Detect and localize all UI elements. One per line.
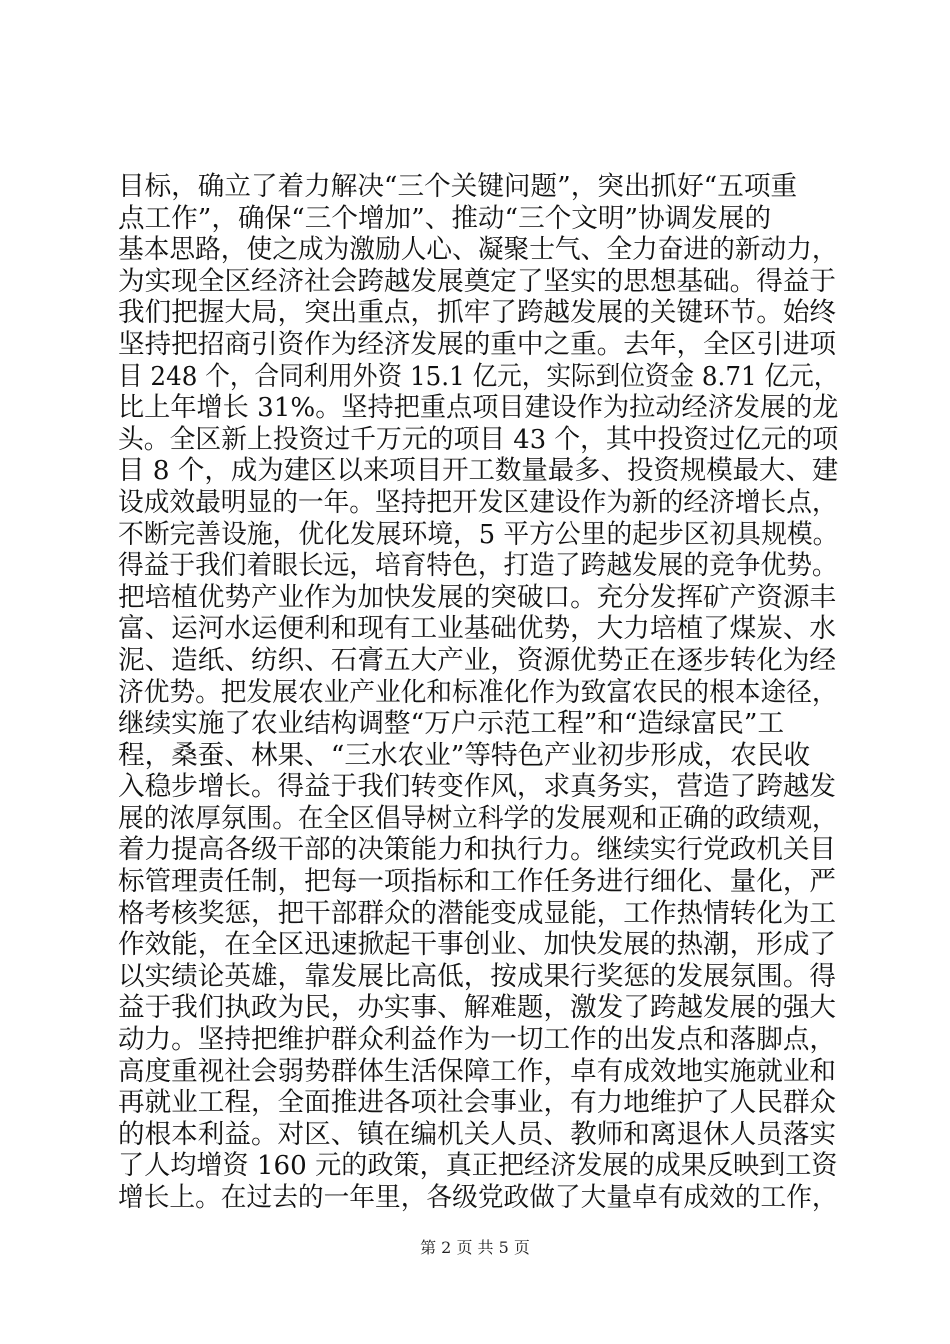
text-line: 富、运河水运便利和现有工业基础优势，大力培植了煤炭、水 <box>118 613 837 645</box>
text-line: 头。全区新上投资过千万元的项目 43 个，其中投资过亿元的项 <box>118 423 839 455</box>
text-line: 的根本利益。对区、镇在编机关人员、教师和离退休人员落实 <box>118 1118 837 1150</box>
text-line: 比上年增长 31%。坚持把重点项目建设作为拉动经济发展的龙 <box>118 392 839 424</box>
text-line: 泥、造纸、纺织、石膏五大产业，资源优势正在逐步转化为经 <box>118 644 837 676</box>
page-footer: 第 2 页 共 5 页 <box>420 1238 530 1257</box>
text-line: 我们把握大局，突出重点，抓牢了跨越发展的关键环节。始终 <box>118 297 837 329</box>
text-line: 点工作”，确保“三个增加”、推动“三个文明”协调发展的 <box>118 202 772 234</box>
text-line: 继续实施了农业结构调整“万户示范工程”和“造绿富民”工 <box>118 708 785 740</box>
text-line: 坚持把招商引资作为经济发展的重中之重。去年，全区引进项 <box>118 328 837 360</box>
text-line: 目 8 个，成为建区以来项目开工数量最多、投资规模最大、建 <box>118 455 839 487</box>
text-line: 标管理责任制，把每一项指标和工作任务进行细化、量化，严 <box>118 866 837 898</box>
text-line: 不断完善设施，优化发展环境，5 平方公里的起步区初具规模。 <box>118 518 839 550</box>
text-line: 动力。坚持把维护群众利益作为一切工作的出发点和落脚点， <box>118 1024 837 1056</box>
text-line: 了人均增资 160 元的政策，真正把经济发展的成果反映到工资 <box>118 1150 838 1182</box>
text-line: 程，桑蚕、林果、“三水农业”等特色产业初步形成，农民收 <box>118 739 811 771</box>
text-line: 把培植优势产业作为加快发展的突破口。充分发挥矿产资源丰 <box>118 581 837 613</box>
text-line: 设成效最明显的一年。坚持把开发区建设作为新的经济增长点， <box>118 486 838 518</box>
text-line: 展的浓厚氛围。在全区倡导树立科学的发展观和正确的政绩观， <box>118 802 838 834</box>
text-line: 为实现全区经济社会跨越发展奠定了坚实的思想基础。得益于 <box>118 265 837 297</box>
text-line: 高度重视社会弱势群体生活保障工作，卓有成效地实施就业和 <box>118 1055 837 1087</box>
text-line: 基本思路，使之成为激励人心、凝聚士气、全力奋进的新动力， <box>118 234 838 266</box>
text-line: 益于我们执政为民，办实事、解难题，激发了跨越发展的强大 <box>118 992 837 1024</box>
text-line: 着力提高各级干部的决策能力和执行力。继续实行党政机关目 <box>118 834 837 866</box>
text-line: 再就业工程，全面推进各项社会事业，有力地维护了人民群众 <box>118 1087 837 1119</box>
text-line: 得益于我们着眼长远，培育特色，打造了跨越发展的竞争优势。 <box>118 550 838 582</box>
text-line: 作效能，在全区迅速掀起干事创业、加快发展的热潮，形成了 <box>118 929 837 961</box>
text-line: 济优势。把发展农业产业化和标准化作为致富农民的根本途径， <box>118 676 838 708</box>
text-line: 目标，确立了着力解决“三个关键问题”，突出抓好“五项重 <box>118 171 798 202</box>
text-line: 增长上。在过去的一年里，各级党政做了大量卓有成效的工作， <box>118 1182 838 1213</box>
text-line: 目 248 个，合同利用外资 15.1 亿元，实际到位资金 8.71 亿元， <box>118 360 839 392</box>
text-line: 入稳步增长。得益于我们转变作风，求真务实，营造了跨越发 <box>118 771 837 803</box>
body-text <box>118 171 838 1214</box>
text-line: 以实绩论英雄，靠发展比高低，按成果行奖惩的发展氛围。得 <box>118 960 837 992</box>
text-line: 格考核奖惩，把干部群众的潜能变成显能，工作热情转化为工 <box>118 897 837 929</box>
